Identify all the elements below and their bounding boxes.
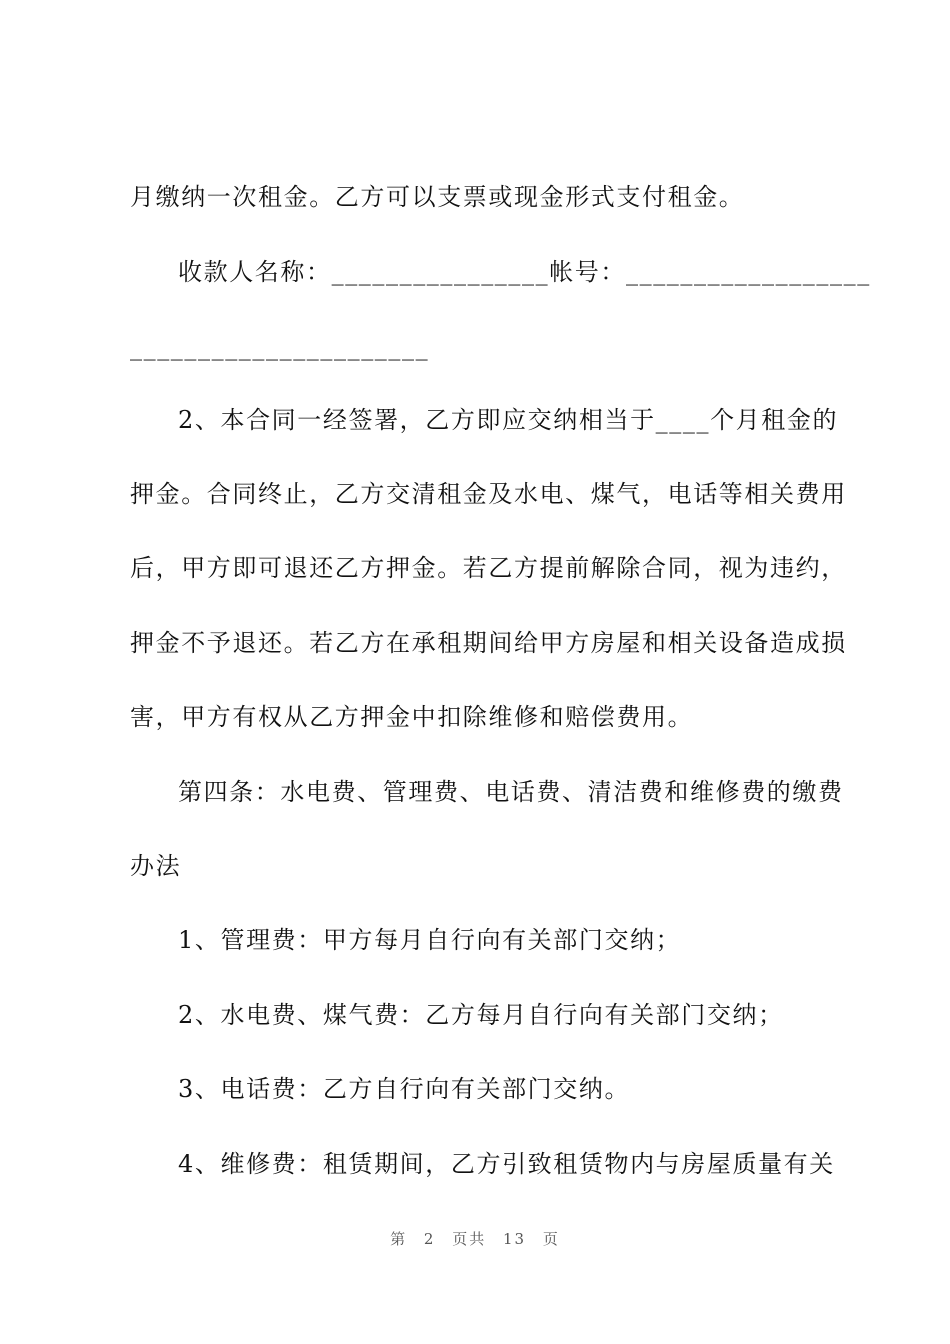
paragraph-line: 后，甲方即可退还乙方押金。若乙方提前解除合同，视为违约， <box>130 554 847 582</box>
page-number-footer: 第 2 页共 13 页 <box>390 1230 560 1248</box>
payee-account-line: 收款人名称：________________帐号：__________________ <box>178 258 871 286</box>
paragraph-line: 月缴纳一次租金。乙方可以支票或现金形式支付租金。 <box>130 183 745 211</box>
list-item: 1、管理费：甲方每月自行向有关部门交纳； <box>178 926 682 954</box>
blank-fill-line: ______________________ <box>130 333 430 361</box>
clause-2-line: 2、本合同一经签署，乙方即应交纳相当于____个月租金的 <box>178 406 839 434</box>
article-4-heading-continued: 办法 <box>130 852 182 880</box>
paragraph-line: 害，甲方有权从乙方押金中扣除维修和赔偿费用。 <box>130 703 694 731</box>
article-4-heading: 第四条：水电费、管理费、电话费、清洁费和维修费的缴费 <box>178 778 844 806</box>
list-item: 2、水电费、煤气费：乙方每月自行向有关部门交纳； <box>178 1001 784 1029</box>
list-item: 3、电话费：乙方自行向有关部门交纳。 <box>178 1075 631 1103</box>
paragraph-line: 押金不予退还。若乙方在承租期间给甲方房屋和相关设备造成损 <box>130 629 847 657</box>
paragraph-line: 押金。合同终止，乙方交清租金及水电、煤气，电话等相关费用 <box>130 480 847 508</box>
list-item: 4、维修费：租赁期间，乙方引致租赁物内与房屋质量有关 <box>178 1150 835 1178</box>
